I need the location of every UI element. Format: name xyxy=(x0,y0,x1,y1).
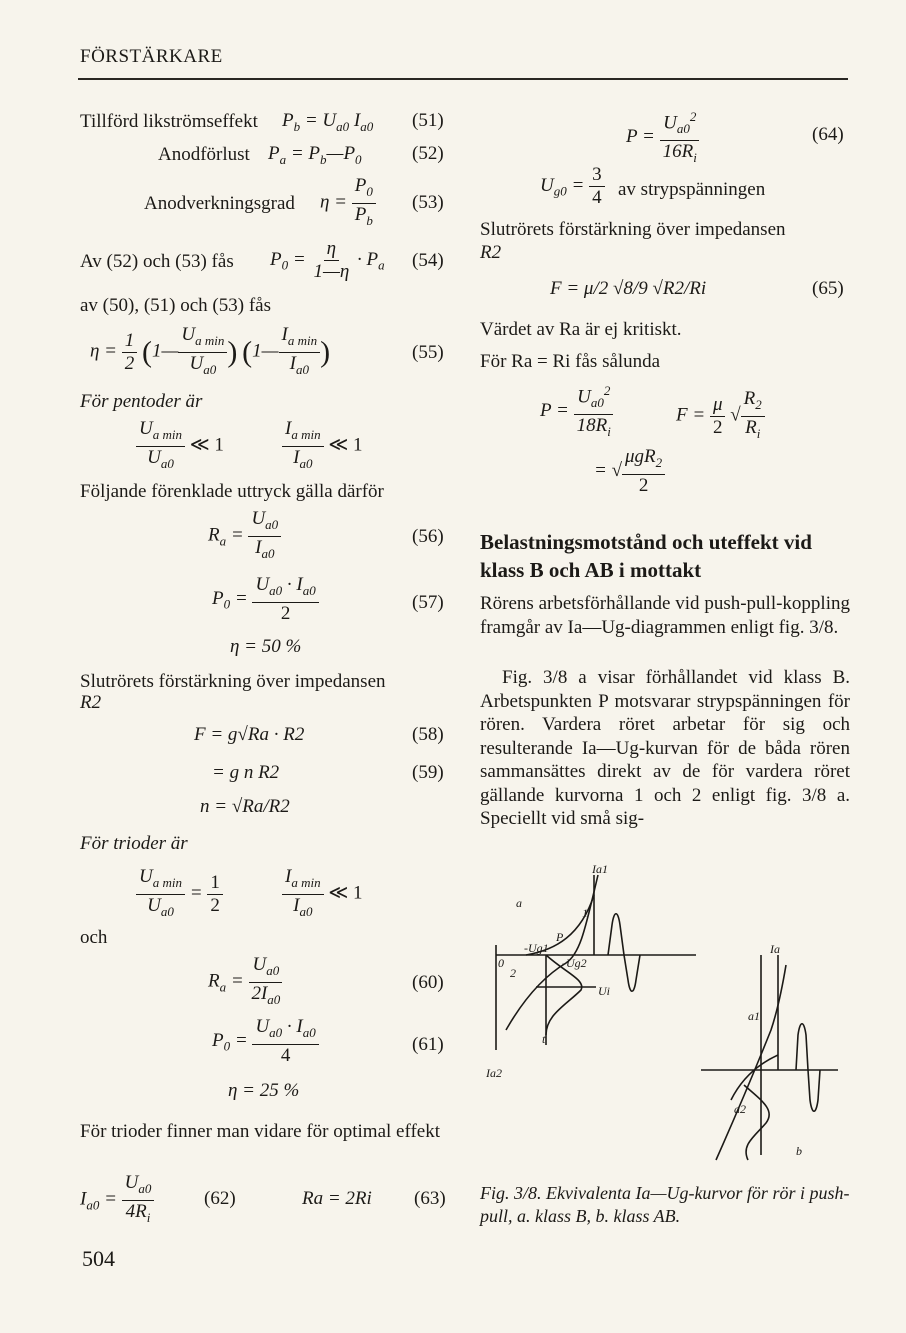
equation-sqrt-mugr: = √ $\frac{\mu gR_2}{2}$ xyxy=(594,446,665,497)
equation-number-61: (61) xyxy=(412,1034,444,1055)
equation-p18: P = $\frac{U_{a0}^2}{18R_i}$ xyxy=(540,380,614,443)
simplified-text: Följande förenklade uttryck gälla därför xyxy=(80,481,384,502)
equation-58: F = g√Ra · R2 xyxy=(194,724,305,745)
vardet-text: Värdet av Ra är ej kritiskt. xyxy=(480,319,682,340)
equation-55: η = $\frac{1}{2}$ (1— $\frac{U_{a min}}{U_{a0}}$ ) (1— $\frac{I_{a min}}{I_{a0}}$ ) xyxy=(90,324,331,377)
fig-b-output xyxy=(796,1024,820,1112)
equation-59: = g n R2 xyxy=(212,762,280,783)
fig-label-ug2: -Ug2 xyxy=(562,956,587,970)
line-55-label: av (50), (51) och (53) fås xyxy=(80,295,271,316)
fig-label-zero: 0 xyxy=(498,956,504,970)
pentode-condition-i: $\frac{I_{a min}}{I_{a0}}$ ≪ 1 xyxy=(282,418,362,475)
fig-label-one: 1 xyxy=(582,906,588,920)
triode-condition-i: $\frac{I_{a min}}{I_{a0}}$ ≪ 1 xyxy=(282,866,362,923)
fig-label-b: b xyxy=(796,1144,802,1158)
equation-number-65: (65) xyxy=(812,278,844,299)
fig-label-t: t xyxy=(542,1032,546,1046)
fig-label-p: P xyxy=(556,930,564,944)
equation-54: $P_0$ = $\frac{\eta}{1—\eta}$ · $P_a$ xyxy=(270,238,385,282)
section-heading: Belastningsmotstånd och uteffekt vid klass B och AB i mottakt xyxy=(480,530,812,582)
equation-52: $P_a$ = $P_b—P_0$ xyxy=(268,143,362,167)
paragraph-2: Fig. 3/8 a visar förhållandet vid klass B. Arbetspunkten P motsvarar strypspänningen för rören. Vardera röret arbetar för sig och resulterande Ia—Ug-kurvan för de båda rören sammansättes direkt av de för vardera röret gällande kurvorna 1 och 2 enligt fig. 3/8 a. Speciellt vid små sig- xyxy=(480,667,850,829)
equation-number-53: (53) xyxy=(412,192,444,213)
equation-number-58: (58) xyxy=(412,724,444,745)
fig-label-ia: Ia xyxy=(770,942,780,956)
equation-56: $R_a$ = $\frac{U_{a0}}{I_{a0}}$ xyxy=(208,508,281,565)
ug0-description: av strypspänningen xyxy=(618,179,766,200)
r2-label-right: R2 xyxy=(480,242,502,263)
equation-f-sqrt: F = $\frac{\mu}{2}$ √ $\frac{R_2}{R_i}$ xyxy=(676,388,765,445)
fig-b-signal xyxy=(744,1085,769,1160)
equation-60: $R_a$ = $\frac{U_{a0}}{2I_{a0}}$ xyxy=(208,954,281,1007)
efficiency-25: η = 25 % xyxy=(228,1080,300,1101)
r2-label-left: R2 xyxy=(80,692,102,713)
fig-a-output-pulse xyxy=(608,914,640,992)
fig-label-ui: Ui xyxy=(598,984,610,998)
page-header-title: FÖRSTÄRKARE xyxy=(80,46,223,67)
fig-label-a1: a1 xyxy=(748,1009,760,1023)
fig-label-ia1: Ia1 xyxy=(592,862,608,876)
och-text: och xyxy=(80,927,108,948)
triode-condition-u: $\frac{U_{a min}}{U_{a0}}$ = $\frac{1}{2}$ xyxy=(136,866,223,923)
slutror-text-left: Slutrörets förstärkning över impedansen xyxy=(80,671,386,692)
equation-number-51: (51) xyxy=(412,110,444,131)
optimal-text: För trioder finner man vidare för optimal effekt xyxy=(80,1121,440,1142)
equation-number-62: (62) xyxy=(204,1188,236,1209)
figure-3-8 xyxy=(486,855,856,1180)
equation-number-60: (60) xyxy=(412,972,444,993)
trioder-text: För trioder är xyxy=(80,833,188,854)
line-54-label: Av (52) och (53) fås xyxy=(80,251,234,272)
equation-62: $I_{a0}$ = $\frac{U_{a0}}{4R_i}$ xyxy=(80,1172,154,1229)
equation-number-59: (59) xyxy=(412,762,444,783)
equation-number-64: (64) xyxy=(812,124,844,145)
fig-label-a: a xyxy=(516,896,522,910)
equation-61: $P_0$ = $\frac{U_{a0} \cdot I_{a0}}{4}$ xyxy=(212,1016,319,1067)
efficiency-50: η = 50 % xyxy=(230,636,302,657)
equation-number-63: (63) xyxy=(414,1188,446,1209)
equation-65: F = μ/2 √8/9 √R2/Ri xyxy=(550,278,707,299)
paragraph-1: Rörens arbetsförhållande vid push-pull-koppling framgår av Ia—Ug-diagrammen enligt fig. 3/8. xyxy=(480,593,850,638)
equation-number-52: (52) xyxy=(412,143,444,164)
equation-64: P = $\frac{U_{a0}^2}{16R_i}$ xyxy=(626,106,700,169)
fig-b-curve-1 xyxy=(716,965,786,1160)
equation-53: η = $\frac{P_0}{P_b}$ xyxy=(320,175,376,232)
pentoder-text: För pentoder är xyxy=(80,391,203,412)
equation-number-55: (55) xyxy=(412,342,444,363)
equation-ug0: $U_{g0}$ = $\frac{3}{4}$ xyxy=(540,164,605,209)
equation-n: n = √Ra/R2 xyxy=(200,796,290,817)
pentode-condition-u: $\frac{U_{a min}}{U_{a0}}$ ≪ 1 xyxy=(136,418,224,475)
equation-63: Ra = 2Ri xyxy=(302,1188,372,1209)
line-53-label: Anodverkningsgrad xyxy=(144,193,295,214)
header-rule xyxy=(78,78,848,80)
equation-number-57: (57) xyxy=(412,592,444,613)
fig-label-a2: a2 xyxy=(734,1102,746,1116)
equation-number-54: (54) xyxy=(412,250,444,271)
fig-label-ia2: Ia2 xyxy=(486,1066,502,1080)
equation-57: $P_0$ = $\frac{U_{a0} \cdot I_{a0}}{2}$ xyxy=(212,574,319,625)
line-51-label: Tillförd likströmseffekt xyxy=(80,111,258,132)
page-number: 504 xyxy=(82,1246,115,1271)
line-52-label: Anodförlust xyxy=(158,144,250,165)
equation-number-56: (56) xyxy=(412,526,444,547)
fig-label-two: 2 xyxy=(510,966,516,980)
fig-label-ug1: -Ug1 xyxy=(524,941,549,955)
figure-caption: Fig. 3/8. Ekvivalenta Ia—Ug-kurvor för rör i push-pull, a. klass B, b. klass AB. xyxy=(480,1183,850,1226)
equation-51: $P_b = U_{a0}$ $I_{a0}$ xyxy=(282,110,374,134)
slutror-text-right: Slutrörets förstärkning över impedansen xyxy=(480,219,786,240)
salunda-text: För Ra = Ri fås sålunda xyxy=(480,351,661,372)
